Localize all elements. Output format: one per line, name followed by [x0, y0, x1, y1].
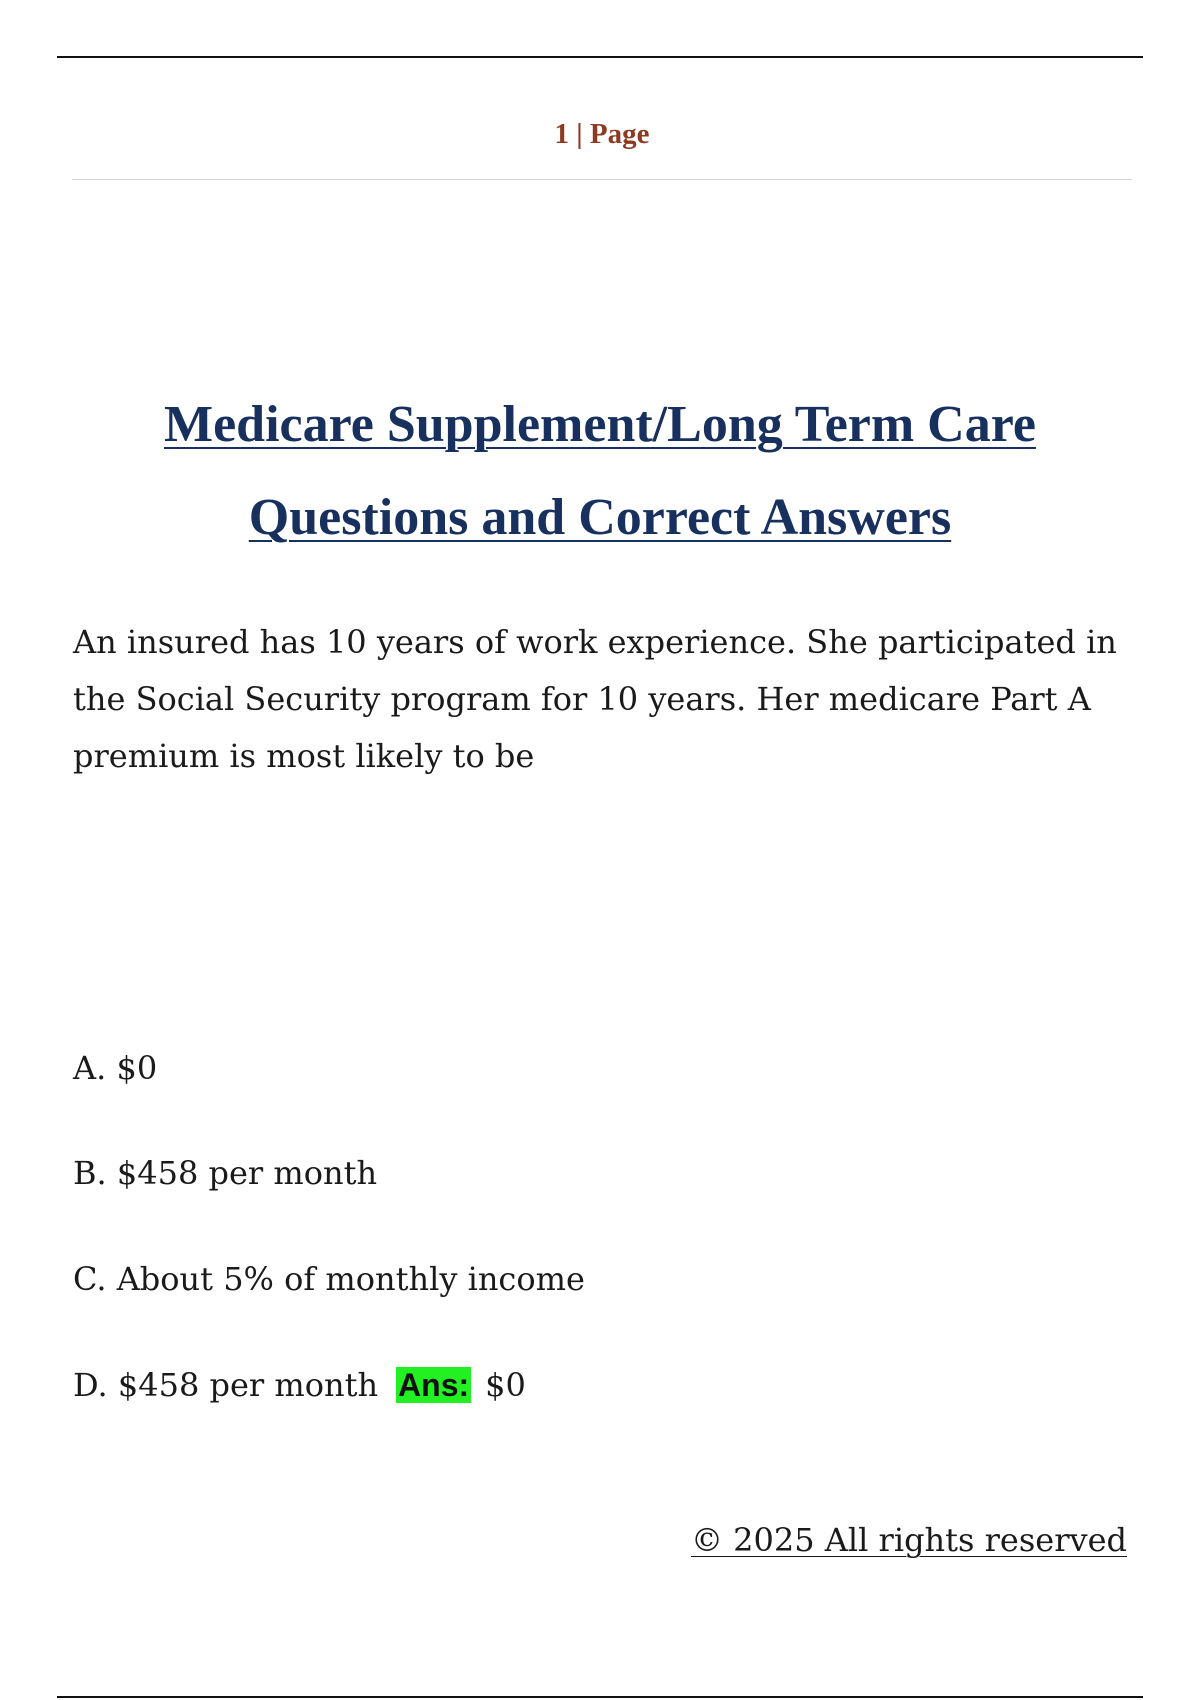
title-line-2: Questions and Correct Answers [248, 489, 952, 546]
answer-value: $0 [485, 1366, 526, 1404]
option-c: C. About 5% of monthly income [73, 1260, 585, 1298]
document-title [40, 378, 1160, 564]
option-d: D. $458 per month [73, 1366, 379, 1404]
copyright-notice: © 2025 All rights reserved [691, 1521, 1127, 1559]
answer-label: Ans: [398, 1367, 470, 1403]
header-divider [72, 179, 1132, 180]
bottom-rule [57, 1696, 1143, 1698]
page-number-header: 1 | Page [554, 118, 650, 150]
title-line-1: Medicare Supplement/Long Term Care [164, 396, 1036, 453]
option-a: A. $0 [73, 1049, 158, 1087]
option-d-row [73, 1365, 526, 1405]
option-b: B. $458 per month [73, 1154, 378, 1192]
top-rule [57, 56, 1143, 58]
question-text: An insured has 10 years of work experience. She participated in the Social Security program for 10 years. Her medicare Part A premium is most likely to be [73, 623, 1117, 775]
